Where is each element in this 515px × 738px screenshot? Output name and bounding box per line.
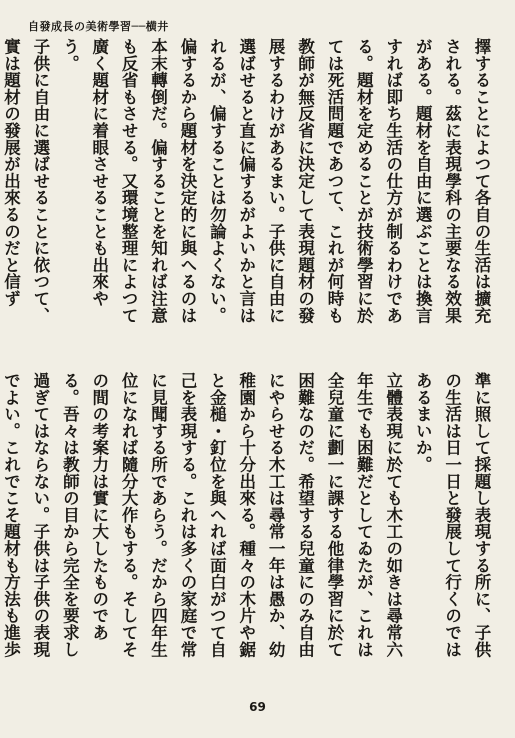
running-head: 自發成長の美術學習──横井 — [28, 20, 169, 33]
page-number: 69 — [249, 700, 266, 714]
paragraph: 擇することによつて各自の生活は擴充される。茲に表現學科の主要なる效果がある。題材を自由に選ぶことは換言すれば即ち生活の仕方が制るわけである。題材を定めることが技術學習に於ては死活問題であつて、これが何時も教師が無反省に決定して表現題材の發展するわけがあるまい。子供に自由に選ばせると直に偏するがよいかと言はれるが、偏することは勿論よくない。偏するから題材を決定的に與へるのは本末轉倒だ。偏することを知れば注意も反省もさせる。又環境整理によつて廣く題材に着眼させることも出來やう。 — [60, 38, 491, 324]
lower-text-block — [1, 372, 496, 674]
upper-text-block — [1, 38, 496, 336]
paragraph: 子供に自由に選ばせることに依つて、實は題材の發展が出來るのだと信ず — [1, 38, 50, 324]
paragraph: 立體表現に於ても木工の如きは尋常六年生でも困難だとしてゐたが、これは全兒童に劃一に課する他律學習に於て困難なのだ。希望する兒童にのみ自由にやらせる木工は尋常一年は愚か、幼稚園から十分出來る。種々の木片や鋸と金槌・釘位を與へれば面白がつて自己を表現する。これは多くの家庭で常に見聞する所であらう。だから四年生位になれば隨分大作もする。そしてその間の考案力は實に大したものである。吾々は教師の目から完全を要求し過ぎてはならない。子供は子供の表現でよい。これでこそ題材も方法も進歩 — [1, 372, 403, 658]
paragraph: 準に照して採題し表現する所に、子供の生活は日一日と發展して行くのではあるまいか。 — [413, 372, 491, 658]
